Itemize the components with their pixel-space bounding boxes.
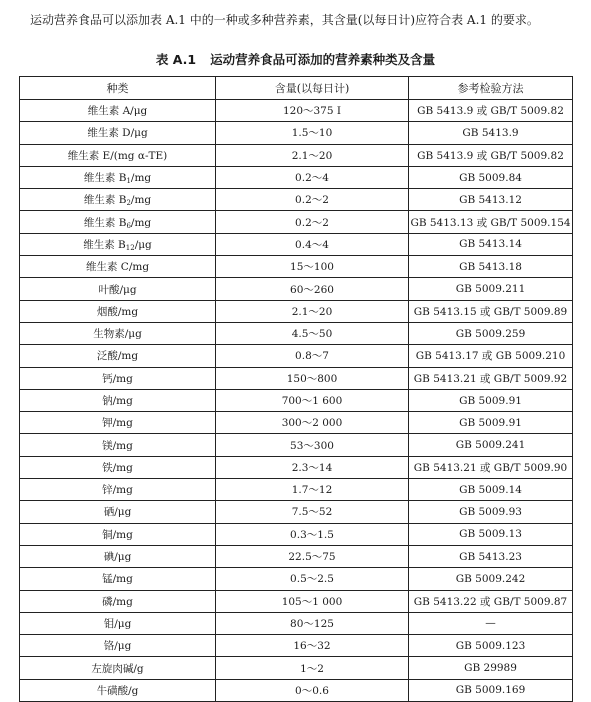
method-cell: GB 5413.15 或 GB/T 5009.89 xyxy=(409,300,573,322)
amount-cell: 700～1 600 xyxy=(216,389,409,411)
method-cell: GB 5009.169 xyxy=(409,679,573,701)
method-cell: GB 5009.93 xyxy=(409,501,573,523)
nutrient-name-cell xyxy=(20,635,216,657)
nutrient-subscript: 1 xyxy=(126,177,131,186)
nutrient-name: 钙/mg xyxy=(102,372,133,385)
header-method: 参考检验方法 xyxy=(409,77,573,100)
nutrient-name-cell xyxy=(20,322,216,344)
nutrient-subscript: 12 xyxy=(125,243,135,252)
amount-cell: 60～260 xyxy=(216,278,409,300)
nutrient-table xyxy=(19,76,573,702)
method-cell: GB 5009.241 xyxy=(409,434,573,456)
method-cell: — xyxy=(409,612,573,634)
method-cell: GB 29989 xyxy=(409,657,573,679)
table-row xyxy=(20,412,573,434)
nutrient-name-cell xyxy=(20,501,216,523)
table-row xyxy=(20,211,573,233)
method-cell: GB 5413.22 或 GB/T 5009.87 xyxy=(409,590,573,612)
nutrient-name: 左旋肉碱/g xyxy=(91,662,144,675)
nutrient-name-cell xyxy=(20,612,216,634)
table-row xyxy=(20,657,573,679)
table-row xyxy=(20,479,573,501)
table-body xyxy=(20,100,573,702)
method-cell: GB 5009.242 xyxy=(409,568,573,590)
method-cell: GB 5413.9 xyxy=(409,122,573,144)
nutrient-name: 生物素/μg xyxy=(93,328,142,341)
method-cell: GB 5009.91 xyxy=(409,389,573,411)
nutrient-name-cell xyxy=(20,144,216,166)
nutrient-name: 维生素 B xyxy=(83,194,127,207)
amount-cell: 1.5～10 xyxy=(216,122,409,144)
method-cell: GB 5413.13 或 GB/T 5009.154 xyxy=(409,211,573,233)
table-caption xyxy=(0,50,591,68)
nutrient-name: 维生素 E/(mg α-TE) xyxy=(67,149,168,162)
table-row xyxy=(20,679,573,701)
nutrient-name: 泛酸/mg xyxy=(96,350,139,363)
nutrient-name: 维生素 A/μg xyxy=(87,105,148,118)
table-row xyxy=(20,144,573,166)
amount-cell: 0.2～2 xyxy=(216,211,409,233)
table-row xyxy=(20,523,573,545)
nutrient-name: 硒/μg xyxy=(103,506,132,519)
nutrient-name: 铬/μg xyxy=(103,640,132,653)
method-cell: GB 5413.9 或 GB/T 5009.82 xyxy=(409,144,573,166)
amount-cell: 16～32 xyxy=(216,635,409,657)
nutrient-name-cell xyxy=(20,278,216,300)
amount-cell: 2.3～14 xyxy=(216,456,409,478)
table-row xyxy=(20,322,573,344)
nutrient-name: 叶酸/μg xyxy=(98,283,137,296)
nutrient-name-cell xyxy=(20,657,216,679)
table-row xyxy=(20,166,573,188)
table-row xyxy=(20,345,573,367)
table-row xyxy=(20,545,573,567)
method-cell: GB 5009.13 xyxy=(409,523,573,545)
method-cell: GB 5413.23 xyxy=(409,545,573,567)
nutrient-name: 维生素 C/mg xyxy=(85,261,150,274)
amount-cell: 0.5～2.5 xyxy=(216,568,409,590)
amount-cell: 300～2 000 xyxy=(216,412,409,434)
method-cell: GB 5413.14 xyxy=(409,233,573,255)
nutrient-name: 维生素 B xyxy=(83,172,127,185)
amount-cell: 15～100 xyxy=(216,256,409,278)
nutrient-name: 磷/mg xyxy=(102,595,133,608)
nutrient-name-cell xyxy=(20,545,216,567)
table-row xyxy=(20,256,573,278)
table-row xyxy=(20,501,573,523)
nutrient-name: 铜/mg xyxy=(102,528,133,541)
amount-cell: 2.1～20 xyxy=(216,144,409,166)
table-row xyxy=(20,367,573,389)
nutrient-name-cell xyxy=(20,568,216,590)
amount-cell: 7.5～52 xyxy=(216,501,409,523)
nutrient-name-cell xyxy=(20,345,216,367)
nutrient-name-cell xyxy=(20,412,216,434)
table-row xyxy=(20,389,573,411)
table-row xyxy=(20,434,573,456)
nutrient-subscript: 6 xyxy=(126,221,131,230)
amount-cell: 1～2 xyxy=(216,657,409,679)
table-row xyxy=(20,233,573,255)
nutrient-unit: /μg xyxy=(134,238,152,251)
nutrient-subscript: 2 xyxy=(126,199,131,208)
table-row xyxy=(20,189,573,211)
nutrient-name-cell xyxy=(20,233,216,255)
method-cell: GB 5009.91 xyxy=(409,412,573,434)
nutrient-name: 钾/mg xyxy=(102,417,133,430)
table-row xyxy=(20,612,573,634)
nutrient-name-cell xyxy=(20,434,216,456)
method-cell: GB 5009.123 xyxy=(409,635,573,657)
amount-cell: 0.3～1.5 xyxy=(216,523,409,545)
nutrient-name-cell xyxy=(20,367,216,389)
table-row xyxy=(20,456,573,478)
amount-cell: 53～300 xyxy=(216,434,409,456)
nutrient-name-cell xyxy=(20,256,216,278)
nutrient-name: 碘/μg xyxy=(103,551,132,564)
method-cell: GB 5413.21 或 GB/T 5009.90 xyxy=(409,456,573,478)
nutrient-name-cell xyxy=(20,211,216,233)
amount-cell: 1.7～12 xyxy=(216,479,409,501)
method-cell: GB 5009.84 xyxy=(409,166,573,188)
amount-cell: 80～125 xyxy=(216,612,409,634)
header-amount: 含量(以每日计) xyxy=(216,77,409,100)
table-row xyxy=(20,278,573,300)
table-row xyxy=(20,590,573,612)
method-cell: GB 5413.21 或 GB/T 5009.92 xyxy=(409,367,573,389)
method-cell: GB 5009.14 xyxy=(409,479,573,501)
table-row xyxy=(20,635,573,657)
nutrient-name: 维生素 D/μg xyxy=(87,127,148,140)
table-row xyxy=(20,300,573,322)
amount-cell: 0.2～4 xyxy=(216,166,409,188)
nutrient-name-cell xyxy=(20,189,216,211)
table-header-row xyxy=(20,77,573,100)
table-number: 表 A.1 xyxy=(155,52,197,67)
amount-cell: 120～375 Ⅰ xyxy=(216,100,409,122)
amount-cell: 0.4～4 xyxy=(216,233,409,255)
table-row xyxy=(20,122,573,144)
nutrient-unit: /mg xyxy=(130,216,152,229)
nutrient-name-cell xyxy=(20,523,216,545)
nutrient-name-cell xyxy=(20,456,216,478)
method-cell: GB 5413.18 xyxy=(409,256,573,278)
amount-cell: 22.5～75 xyxy=(216,545,409,567)
method-cell: GB 5413.9 或 GB/T 5009.82 xyxy=(409,100,573,122)
nutrient-name: 烟酸/mg xyxy=(96,305,139,318)
nutrient-name-cell xyxy=(20,100,216,122)
method-cell: GB 5413.12 xyxy=(409,189,573,211)
table-row xyxy=(20,568,573,590)
method-cell: GB 5009.259 xyxy=(409,322,573,344)
amount-cell: 105～1 000 xyxy=(216,590,409,612)
nutrient-unit: /mg xyxy=(130,172,152,185)
nutrient-name: 钠/mg xyxy=(102,395,133,407)
nutrient-name-cell xyxy=(20,479,216,501)
nutrient-name: 钼/μg xyxy=(103,617,132,630)
nutrient-unit: /mg xyxy=(130,194,152,207)
nutrient-name: 镁/mg xyxy=(102,439,133,452)
nutrient-name: 锌/mg xyxy=(102,484,133,497)
nutrient-name: 牛磺酸/g xyxy=(96,684,139,697)
amount-cell: 0～0.6 xyxy=(216,679,409,701)
header-type: 种类 xyxy=(20,77,216,100)
nutrient-name: 维生素 B xyxy=(83,216,127,229)
nutrient-name-cell xyxy=(20,300,216,322)
method-cell: GB 5413.17 或 GB 5009.210 xyxy=(409,345,573,367)
nutrient-name-cell xyxy=(20,679,216,701)
intro-paragraph: 运动营养食品可以添加表 A.1 中的一种或多种营养素，其含量(以每日计)应符合表 A.1 的要求。 xyxy=(30,13,539,27)
amount-cell: 0.2～2 xyxy=(216,189,409,211)
nutrient-name: 维生素 B xyxy=(83,238,126,251)
amount-cell: 4.5～50 xyxy=(216,322,409,344)
amount-cell: 0.8～7 xyxy=(216,345,409,367)
method-cell: GB 5009.211 xyxy=(409,278,573,300)
amount-cell: 150～800 xyxy=(216,367,409,389)
nutrient-name: 锰/mg xyxy=(102,573,133,586)
nutrient-name-cell xyxy=(20,590,216,612)
nutrient-name-cell xyxy=(20,389,216,411)
nutrient-name-cell xyxy=(20,166,216,188)
amount-cell: 2.1～20 xyxy=(216,300,409,322)
nutrient-name: 铁/mg xyxy=(102,461,133,474)
table-row xyxy=(20,100,573,122)
table-title: 运动营养食品可添加的营养素种类及含量 xyxy=(210,52,436,67)
nutrient-name-cell xyxy=(20,122,216,144)
